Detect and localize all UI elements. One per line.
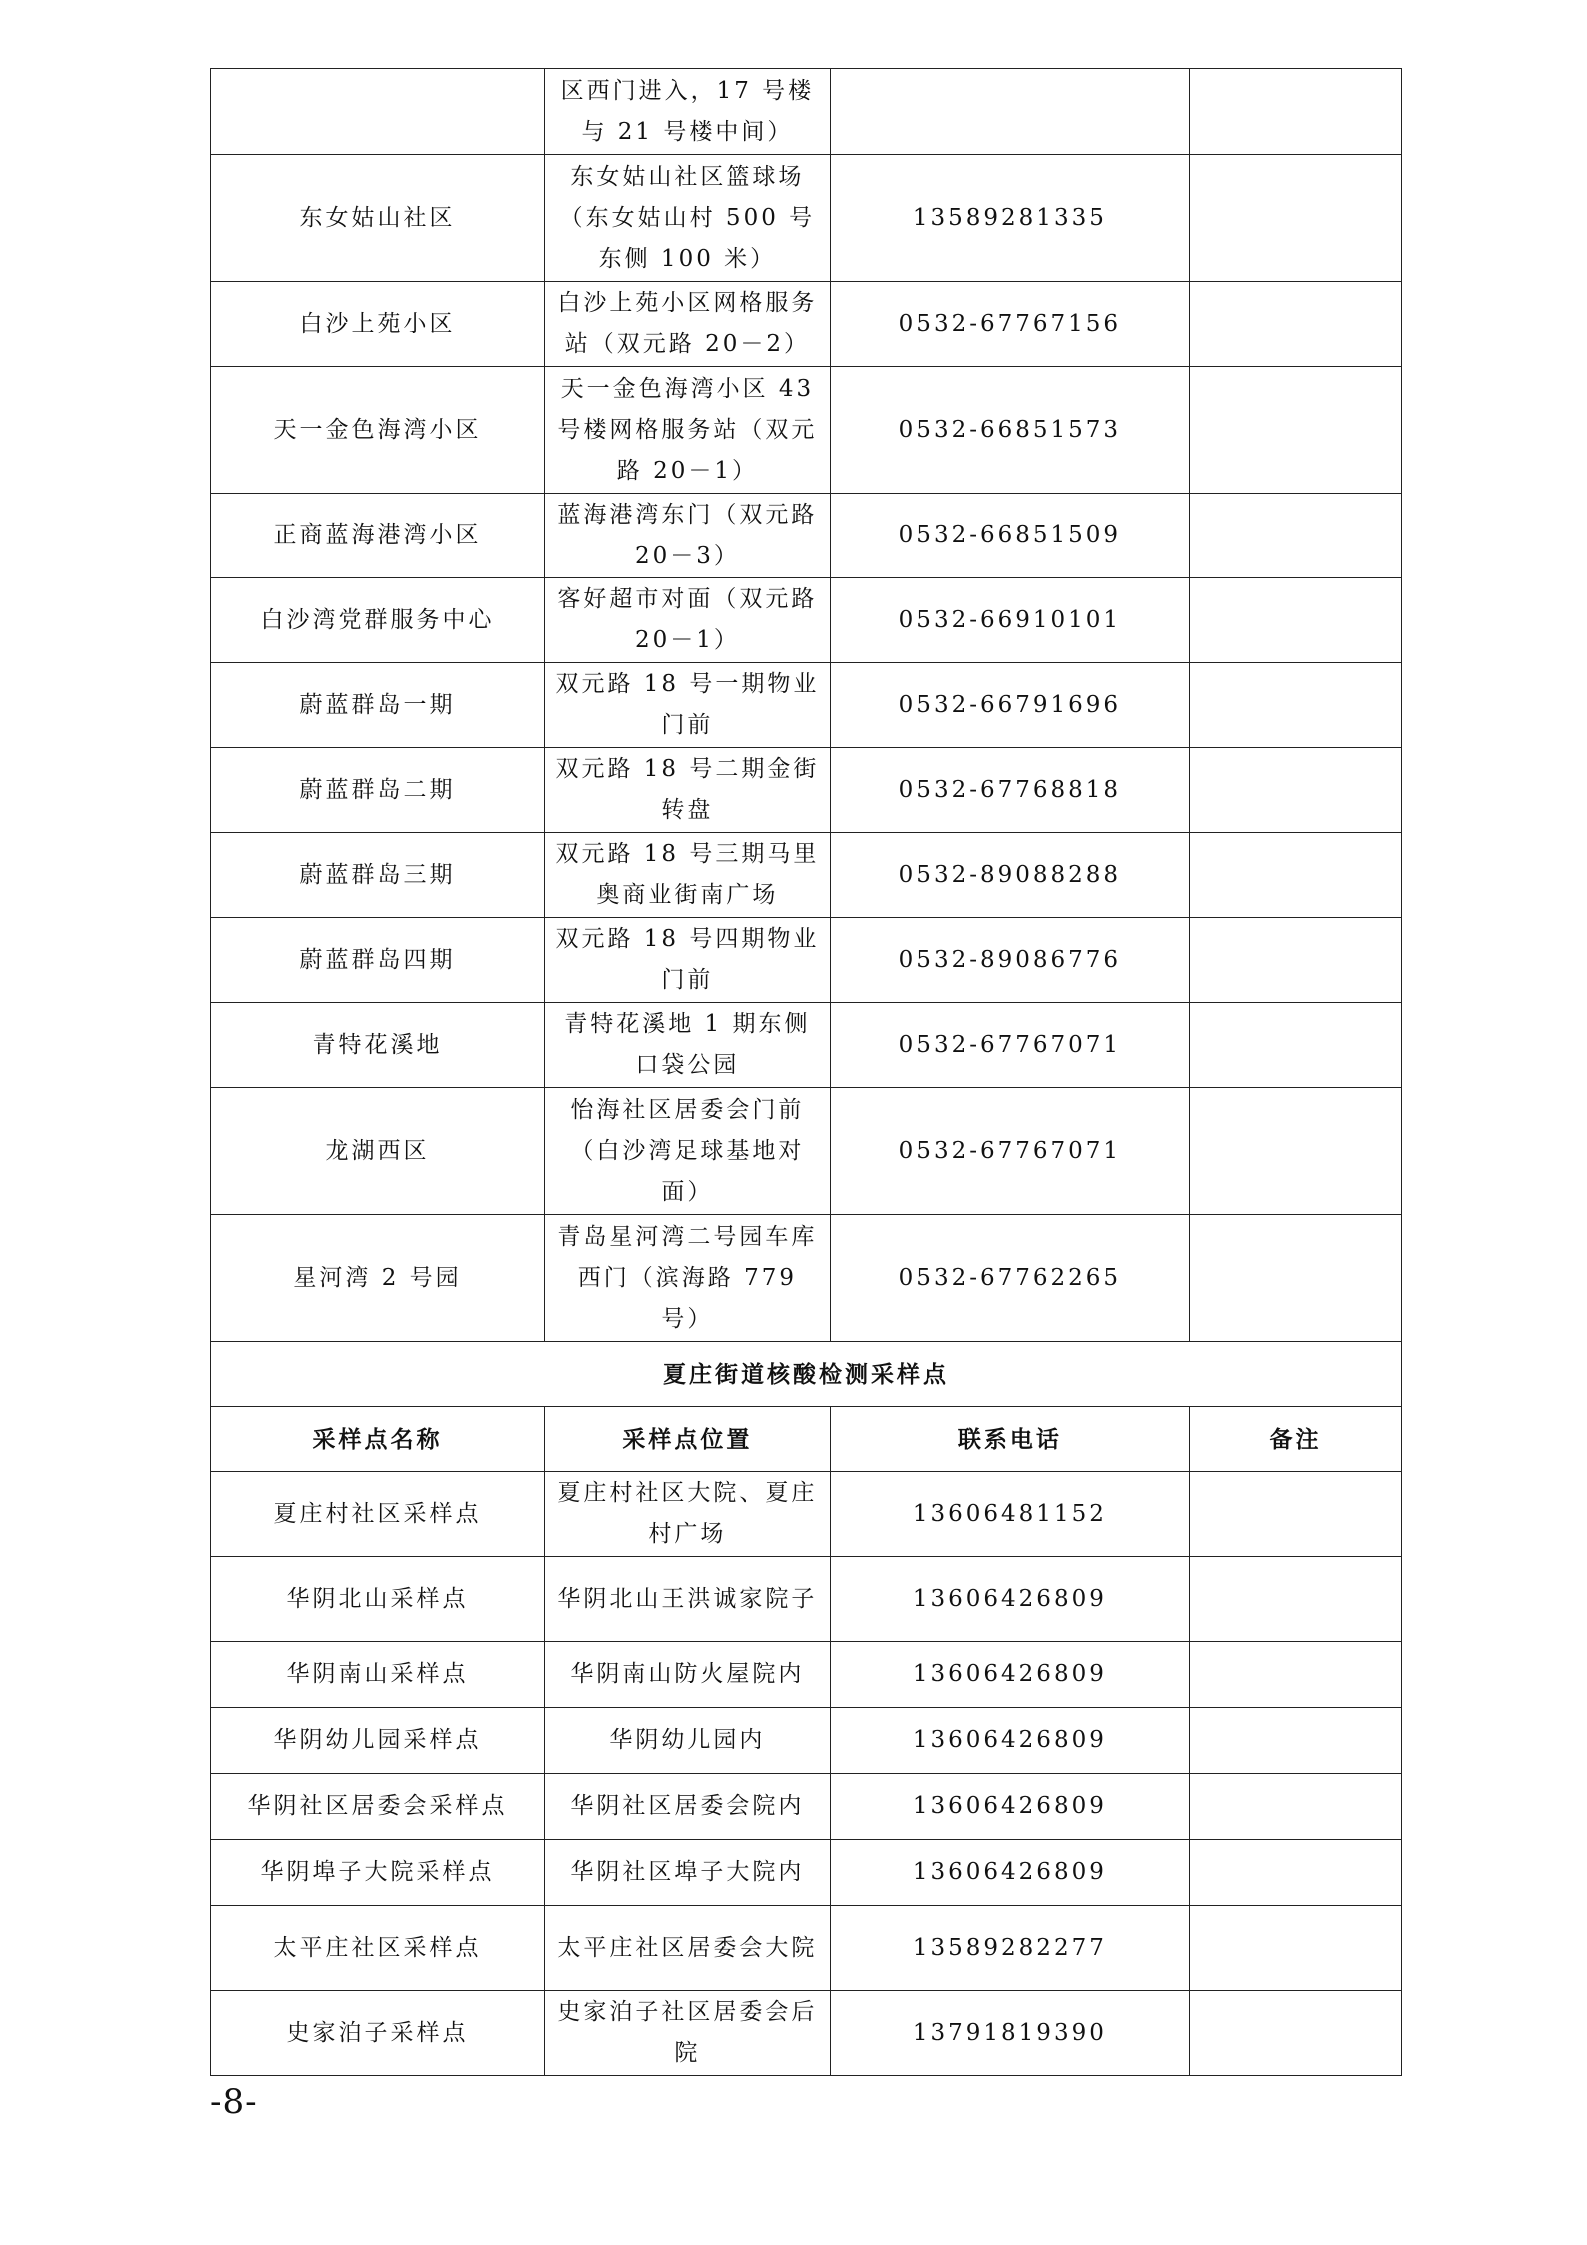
site-location: 蓝海港湾东门（双元路 20－3） <box>545 494 831 578</box>
site-note <box>1190 1708 1402 1774</box>
site-phone: 13606426809 <box>830 1557 1189 1642</box>
site-note <box>1190 1472 1402 1557</box>
site-name: 华阴社区居委会采样点 <box>211 1774 545 1840</box>
table-section-header <box>211 1342 1402 1472</box>
site-name: 华阴南山采样点 <box>211 1642 545 1708</box>
site-phone: 0532-67767156 <box>830 282 1189 367</box>
site-name: 华阴幼儿园采样点 <box>211 1708 545 1774</box>
table-body-part1 <box>211 69 1402 1342</box>
site-note <box>1190 1991 1402 2076</box>
site-note <box>1190 663 1402 748</box>
site-name: 白沙湾党群服务中心 <box>211 578 545 663</box>
table-row <box>211 578 1402 663</box>
site-phone: 13606426809 <box>830 1708 1189 1774</box>
site-location: 华阴北山王洪诚家院子 <box>545 1557 831 1642</box>
site-phone: 0532-66910101 <box>830 578 1189 663</box>
column-header-row <box>211 1407 1402 1472</box>
site-location: 东女姑山社区篮球场（东女姑山村 500 号东侧 100 米） <box>545 155 831 282</box>
site-phone: 0532-66791696 <box>830 663 1189 748</box>
site-note <box>1190 1906 1402 1991</box>
table-row <box>211 1774 1402 1840</box>
table-row <box>211 494 1402 578</box>
site-name: 东女姑山社区 <box>211 155 545 282</box>
site-name: 青特花溪地 <box>211 1003 545 1088</box>
site-note <box>1190 1557 1402 1642</box>
site-phone: 13791819390 <box>830 1991 1189 2076</box>
site-phone: 0532-89088288 <box>830 833 1189 918</box>
site-location: 天一金色海湾小区 43 号楼网格服务站（双元路 20－1） <box>545 367 831 494</box>
table-row <box>211 1708 1402 1774</box>
table-row <box>211 282 1402 367</box>
site-location: 史家泊子社区居委会后院 <box>545 1991 831 2076</box>
header-location: 采样点位置 <box>545 1407 831 1472</box>
site-phone: 13606481152 <box>830 1472 1189 1557</box>
site-location: 客好超市对面（双元路 20－1） <box>545 578 831 663</box>
site-note <box>1190 1840 1402 1906</box>
site-note <box>1190 1642 1402 1708</box>
site-location: 华阴社区居委会院内 <box>545 1774 831 1840</box>
site-note <box>1190 833 1402 918</box>
site-phone: 0532-67767071 <box>830 1003 1189 1088</box>
site-note <box>1190 367 1402 494</box>
site-phone: 0532-89086776 <box>830 918 1189 1003</box>
site-location: 太平庄社区居委会大院 <box>545 1906 831 1991</box>
site-note <box>1190 69 1402 155</box>
site-note <box>1190 494 1402 578</box>
site-name <box>211 69 545 155</box>
site-phone <box>830 69 1189 155</box>
site-location: 青岛星河湾二号园车库西门（滨海路 779 号） <box>545 1215 831 1342</box>
site-location: 夏庄村社区大院、夏庄村广场 <box>545 1472 831 1557</box>
site-note <box>1190 1003 1402 1088</box>
header-note: 备注 <box>1190 1407 1402 1472</box>
header-name: 采样点名称 <box>211 1407 545 1472</box>
site-name: 正商蓝海港湾小区 <box>211 494 545 578</box>
table-row <box>211 833 1402 918</box>
site-name: 华阴埠子大院采样点 <box>211 1840 545 1906</box>
site-name: 蔚蓝群岛一期 <box>211 663 545 748</box>
site-note <box>1190 282 1402 367</box>
site-location: 区西门进入，17 号楼与 21 号楼中间） <box>545 69 831 155</box>
site-note <box>1190 748 1402 833</box>
table-row <box>211 69 1402 155</box>
site-name: 蔚蓝群岛三期 <box>211 833 545 918</box>
section-title-row <box>211 1342 1402 1407</box>
table-row <box>211 1840 1402 1906</box>
table-row <box>211 1906 1402 1991</box>
table-row <box>211 1557 1402 1642</box>
section-title: 夏庄街道核酸检测采样点 <box>211 1342 1402 1407</box>
table-row <box>211 663 1402 748</box>
site-location: 青特花溪地 1 期东侧口袋公园 <box>545 1003 831 1088</box>
table-row <box>211 1003 1402 1088</box>
site-location: 华阴社区埠子大院内 <box>545 1840 831 1906</box>
table-row <box>211 1472 1402 1557</box>
site-note <box>1190 918 1402 1003</box>
site-note <box>1190 1774 1402 1840</box>
site-name: 太平庄社区采样点 <box>211 1906 545 1991</box>
site-phone: 13606426809 <box>830 1642 1189 1708</box>
site-note <box>1190 1215 1402 1342</box>
table-row <box>211 1991 1402 2076</box>
site-note <box>1190 578 1402 663</box>
sampling-sites-table <box>210 68 1402 2076</box>
site-name: 白沙上苑小区 <box>211 282 545 367</box>
site-name: 夏庄村社区采样点 <box>211 1472 545 1557</box>
site-name: 星河湾 2 号园 <box>211 1215 545 1342</box>
site-name: 龙湖西区 <box>211 1088 545 1215</box>
site-location: 怡海社区居委会门前（白沙湾足球基地对面） <box>545 1088 831 1215</box>
table-row <box>211 1215 1402 1342</box>
site-phone: 13589281335 <box>830 155 1189 282</box>
site-location: 华阴南山防火屋院内 <box>545 1642 831 1708</box>
site-name: 华阴北山采样点 <box>211 1557 545 1642</box>
site-name: 史家泊子采样点 <box>211 1991 545 2076</box>
site-location: 华阴幼儿园内 <box>545 1708 831 1774</box>
site-phone: 0532-67768818 <box>830 748 1189 833</box>
site-name: 天一金色海湾小区 <box>211 367 545 494</box>
table-row <box>211 1642 1402 1708</box>
table-row <box>211 155 1402 282</box>
site-name: 蔚蓝群岛二期 <box>211 748 545 833</box>
site-location: 双元路 18 号四期物业门前 <box>545 918 831 1003</box>
table-row <box>211 367 1402 494</box>
site-phone: 0532-66851573 <box>830 367 1189 494</box>
table-row <box>211 748 1402 833</box>
site-note <box>1190 1088 1402 1215</box>
table-body-part2 <box>211 1472 1402 2076</box>
site-phone: 0532-66851509 <box>830 494 1189 578</box>
page-number: -8- <box>210 2082 258 2122</box>
site-phone: 13589282277 <box>830 1906 1189 1991</box>
table-row <box>211 918 1402 1003</box>
site-phone: 0532-67767071 <box>830 1088 1189 1215</box>
table-row <box>211 1088 1402 1215</box>
site-location: 白沙上苑小区网格服务站（双元路 20－2） <box>545 282 831 367</box>
site-note <box>1190 155 1402 282</box>
site-phone: 0532-67762265 <box>830 1215 1189 1342</box>
site-phone: 13606426809 <box>830 1774 1189 1840</box>
site-location: 双元路 18 号一期物业门前 <box>545 663 831 748</box>
site-name: 蔚蓝群岛四期 <box>211 918 545 1003</box>
site-location: 双元路 18 号二期金街转盘 <box>545 748 831 833</box>
site-phone: 13606426809 <box>830 1840 1189 1906</box>
header-phone: 联系电话 <box>830 1407 1189 1472</box>
site-location: 双元路 18 号三期马里奥商业街南广场 <box>545 833 831 918</box>
